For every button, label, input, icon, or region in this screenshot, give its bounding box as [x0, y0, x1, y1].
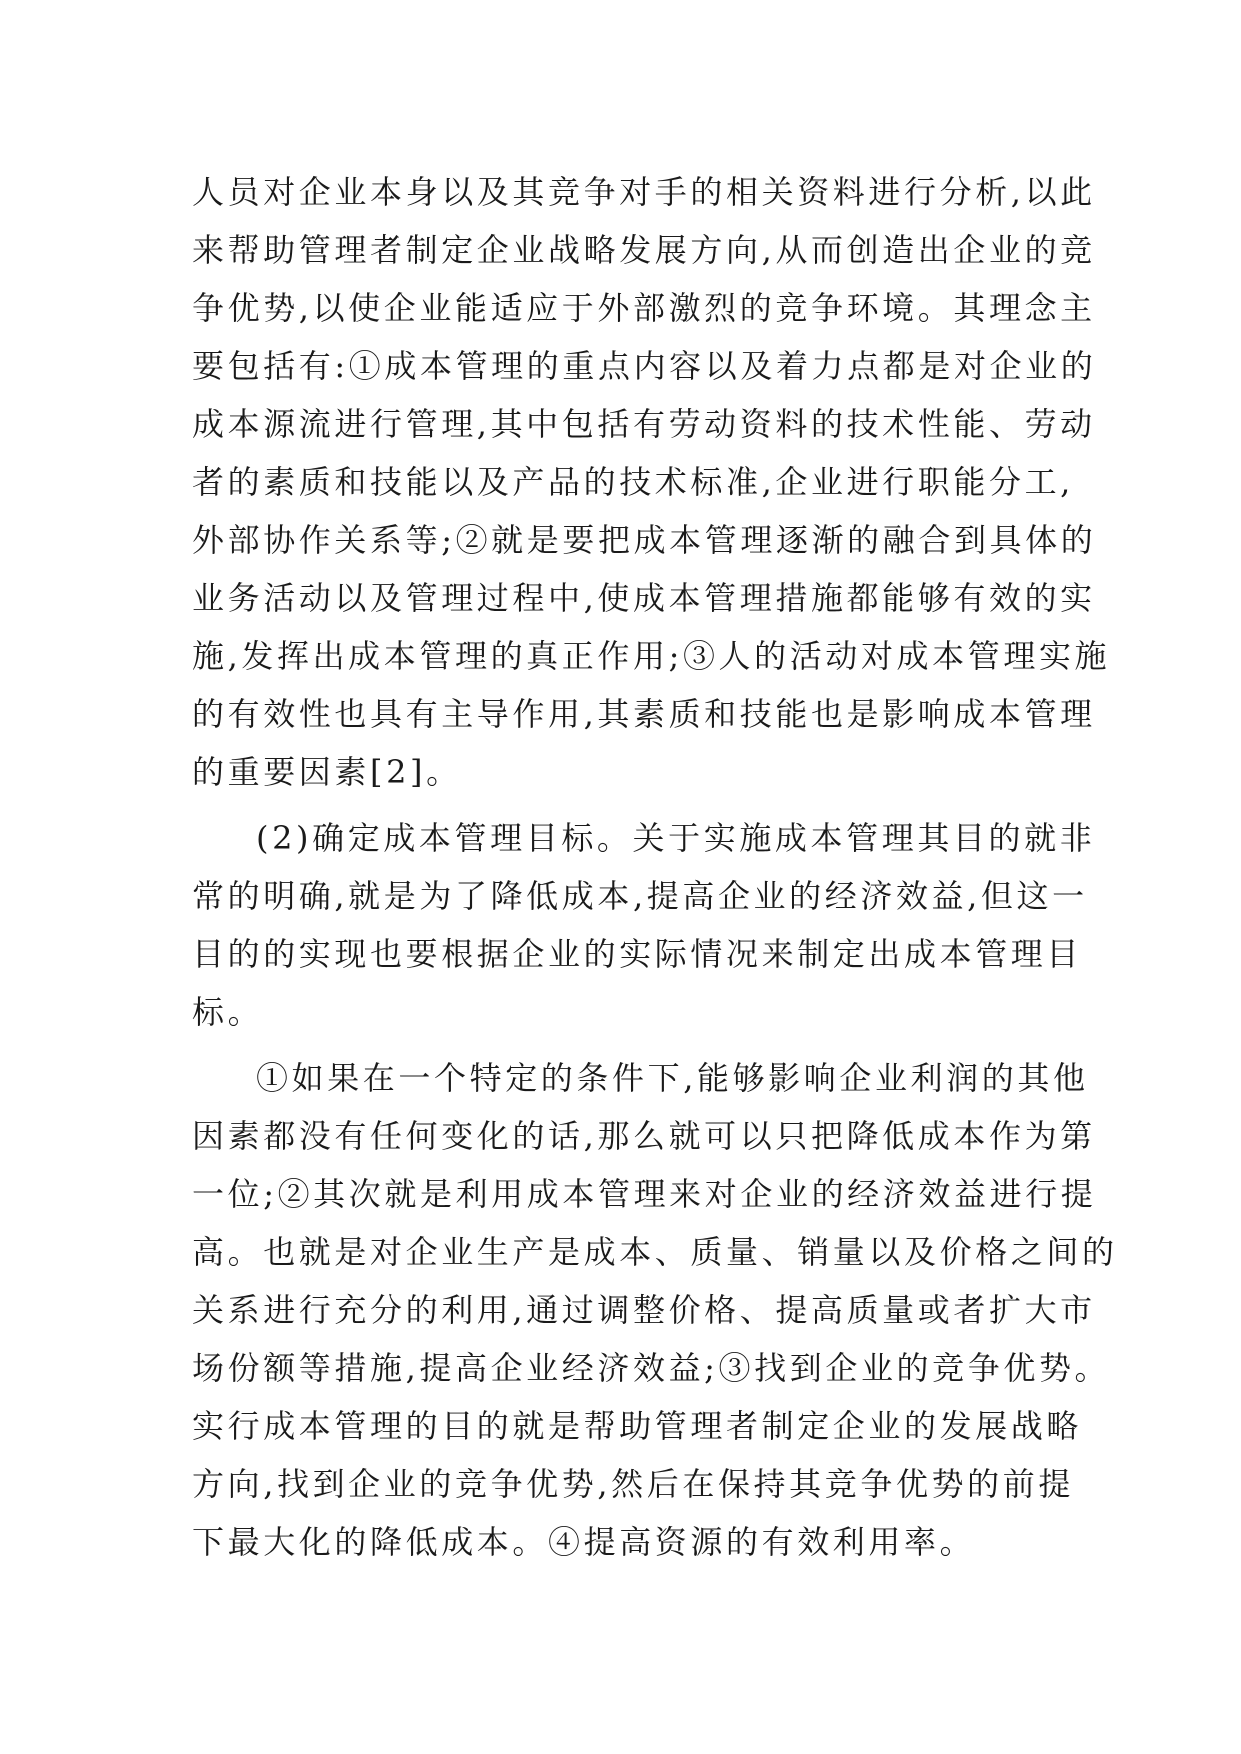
text-line: 关系进行充分的利用,通过调整价格、提高质量或者扩大市 — [192, 1291, 1096, 1329]
paragraph-1 — [192, 163, 1111, 801]
text-line: 来帮助管理者制定企业战略发展方向,从而创造出企业的竞 — [192, 231, 1096, 269]
text-line: 的重要因素[2]。 — [192, 753, 462, 791]
text-line: 场份额等措施,提高企业经济效益;③找到企业的竞争优势。 — [192, 1349, 1111, 1387]
text-line: 者的素质和技能以及产品的技术标准,企业进行职能分工, — [192, 463, 1074, 501]
paragraph-gap — [192, 801, 1072, 809]
text-line: 因素都没有任何变化的话,那么就可以只把降低成本作为第 — [192, 1117, 1096, 1155]
text-line: 争优势,以使企业能适应于外部激烈的竞争环境。其理念主 — [192, 289, 1096, 327]
paragraph-3 — [192, 1049, 1118, 1571]
text-line: 业务活动以及管理过程中,使成本管理措施都能够有效的实 — [192, 579, 1096, 617]
text-line: 成本源流进行管理,其中包括有劳动资料的技术性能、劳动 — [192, 405, 1096, 443]
paragraph-2 — [192, 809, 1096, 1041]
text-line: (2)确定成本管理目标。关于实施成本管理其目的就非 — [256, 819, 1096, 857]
text-line: 人员对企业本身以及其竞争对手的相关资料进行分析,以此 — [192, 173, 1096, 211]
text-line: 外部协作关系等;②就是要把成本管理逐渐的融合到具体的 — [192, 521, 1097, 559]
text-line: 标。 — [192, 993, 264, 1031]
text-line: ①如果在一个特定的条件下,能够影响企业利润的其他 — [256, 1059, 1089, 1097]
text-line: 的有效性也具有主导作用,其素质和技能也是影响成本管理 — [192, 695, 1096, 733]
text-line: 方向,找到企业的竞争优势,然后在保持其竞争优势的前提 — [192, 1465, 1074, 1503]
text-line: 高。也就是对企业生产是成本、质量、销量以及价格之间的 — [192, 1233, 1118, 1271]
text-line: 实行成本管理的目的就是帮助管理者制定企业的发展战略 — [192, 1407, 1083, 1445]
body-text — [192, 163, 1118, 1571]
text-line: 常的明确,就是为了降低成本,提高企业的经济效益,但这一 — [192, 877, 1088, 915]
text-line: 下最大化的降低成本。④提高资源的有效利用率。 — [192, 1523, 976, 1561]
text-line: 施,发挥出成本管理的真正作用;③人的活动对成本管理实施 — [192, 637, 1111, 675]
paragraph-gap — [192, 1041, 1072, 1049]
text-line: 目的的实现也要根据企业的实际情况来制定出成本管理目 — [192, 935, 1083, 973]
text-line: 一位;②其次就是利用成本管理来对企业的经济效益进行提 — [192, 1175, 1097, 1213]
text-line: 要包括有:①成本管理的重点内容以及着力点都是对企业的 — [192, 347, 1097, 385]
